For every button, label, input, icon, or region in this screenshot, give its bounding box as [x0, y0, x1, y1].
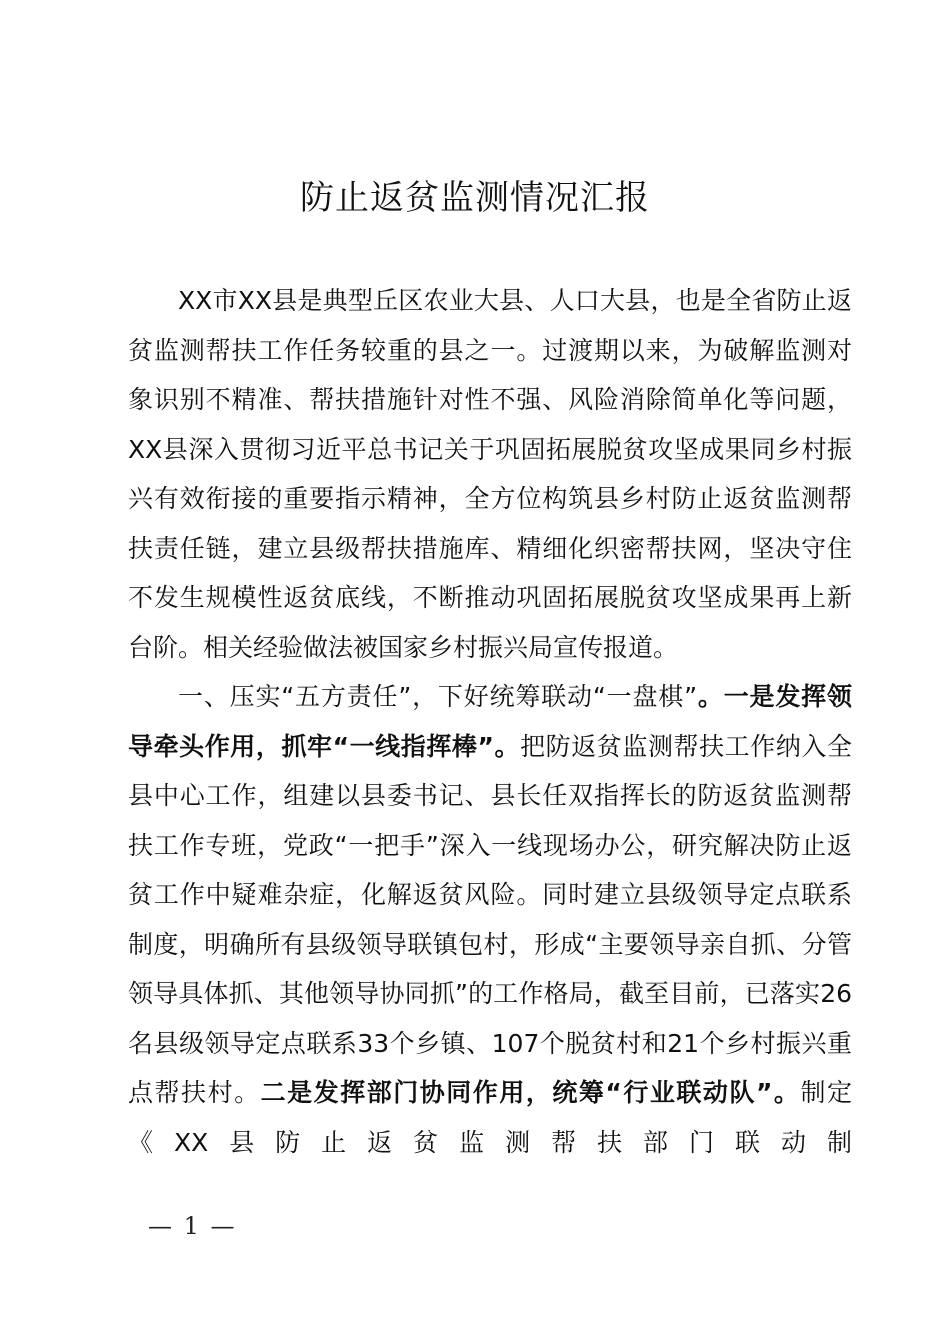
document-body — [128, 276, 852, 1167]
section-1-point-1-text: 把防返贫监测帮扶工作纳入全县中心工作，组建以县委书记、县长任双指挥长的防返贫监测帮扶工作专班，党政“一把手”深入一线现场办公，研究解决防止返贫工作中疑难杂症，化解返贫风险。同时建立县级领导定点联系制度，明确所有县级领导联镇包村，形成“主要领导亲自抓、分管领导具体抓、其他领导协同抓”的工作格局，截至目前，已落实26名县级领导定点联系33个乡镇、107个脱贫村和21个乡村振兴重点帮扶村。 — [128, 731, 852, 1107]
section-1-point-2-heading: 二是发挥部门协同作用，统筹“行业联动队”。 — [260, 1078, 801, 1107]
page-number: — 1 — — [148, 1212, 237, 1240]
section-1-heading: 一、压实“五方责任”，下好统筹联动“一盘棋” — [178, 682, 698, 711]
paragraph-intro — [128, 276, 852, 672]
paragraph-section-1 — [128, 672, 852, 1167]
section-1-point-2-text: 制定《XX县防止返贫监测帮扶部门联动制 — [128, 1078, 852, 1157]
section-1-point-1-heading: 。一是发挥领导牵头作用，抓牢“一线指挥棒”。 — [128, 682, 852, 761]
paragraph-intro-text: XX市XX县是典型丘区农业大县、人口大县，也是全省防止返贫监测帮扶工作任务较重的县之一。过渡期以来，为破解监测对象识别不精准、帮扶措施针对性不强、风险消除简单化等问题，XX县深入贯彻习近平总书记关于巩固拓展脱贫攻坚成果同乡村振兴有效衔接的重要指示精神，全方位构筑县乡村防止返贫监测帮扶责任链，建立县级帮扶措施库、精细化织密帮扶网，坚决守住不发生规模性返贫底线，不断推动巩固拓展脱贫攻坚成果再上新台阶。相关经验做法被国家乡村振兴局宣传报道。 — [128, 286, 852, 662]
document-title: 防止返贫监测情况汇报 — [300, 178, 650, 218]
